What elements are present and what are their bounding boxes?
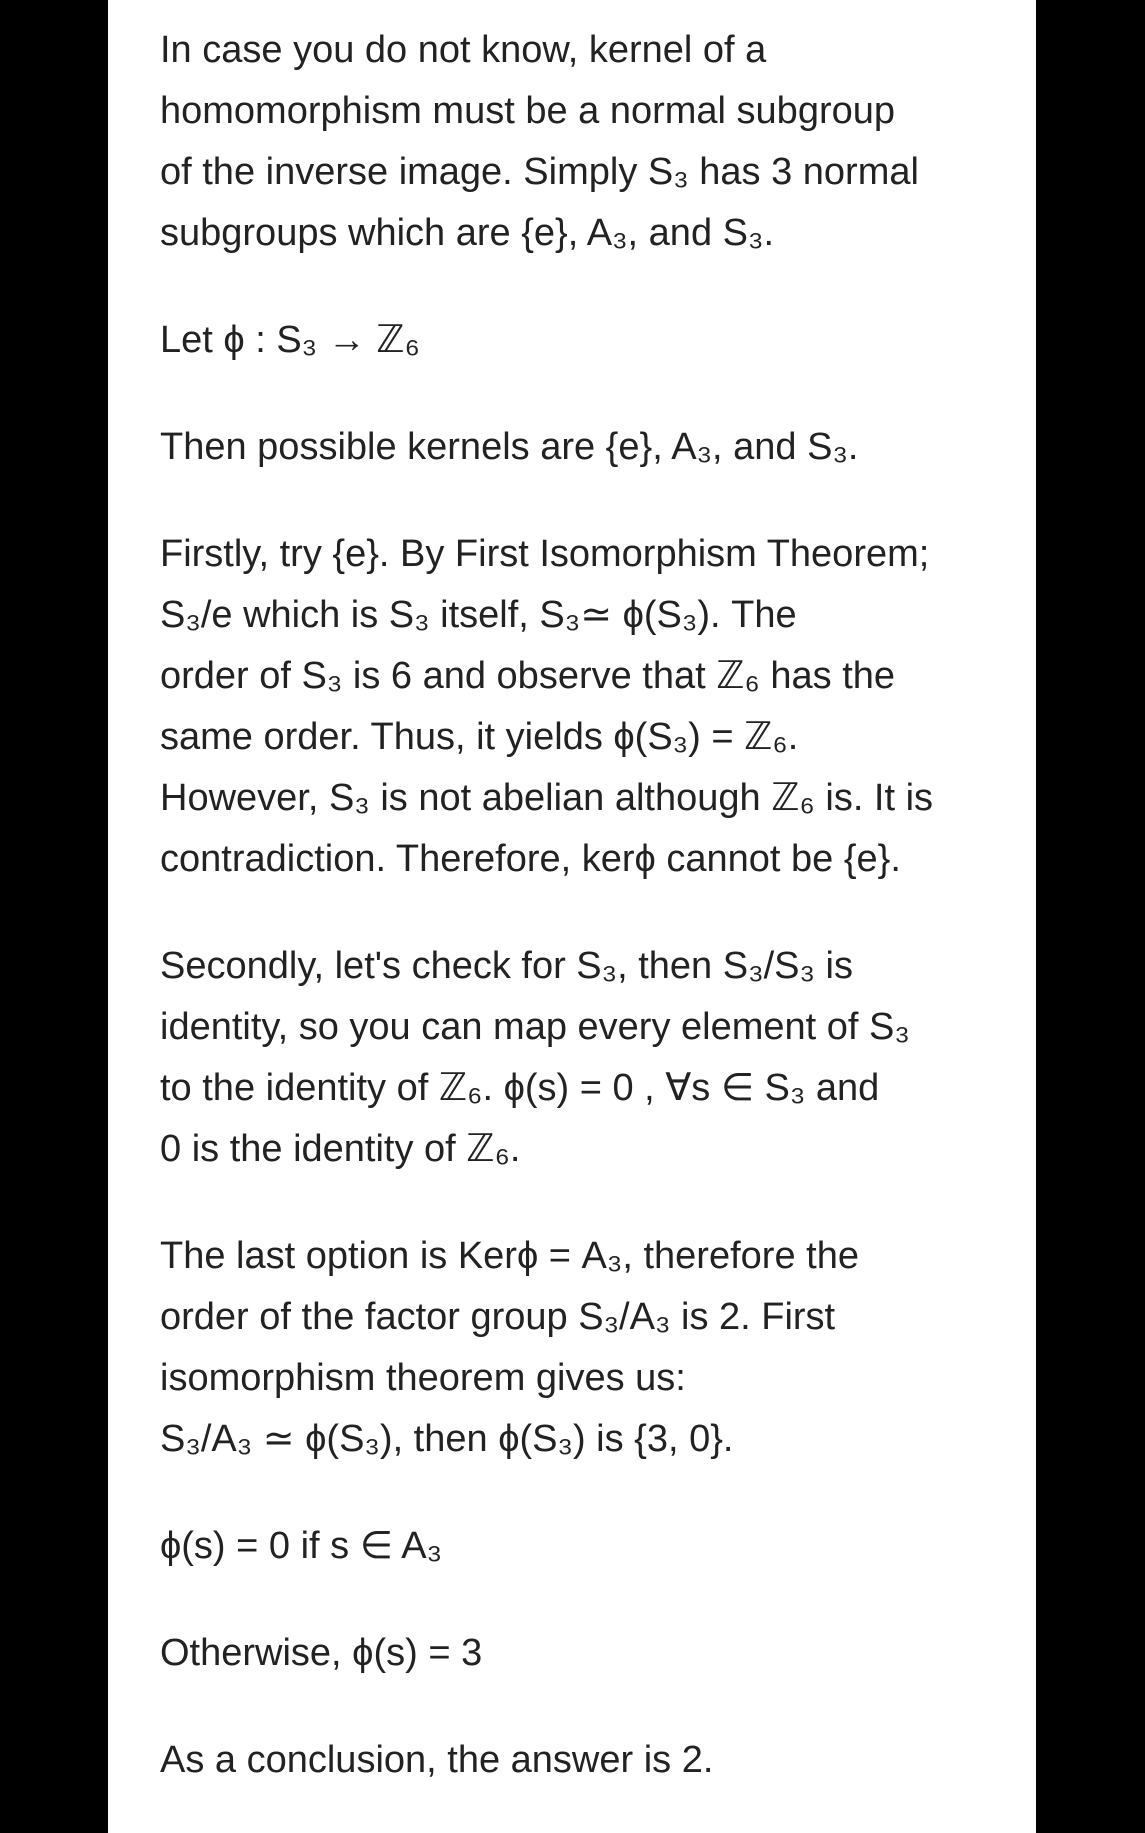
text-line: to the identity of ℤ₆. ϕ(s) = 0 , ∀s ∈ S₃ and (160, 1067, 880, 1109)
paragraph-phi-zero (160, 1516, 1030, 1577)
text-line: isomorphism theorem gives us: (160, 1357, 686, 1399)
text-line: In case you do not know, kernel of a (160, 29, 767, 71)
text-line: S₃/A₃ ≃ ϕ(S₃), then ϕ(S₃) is {3, 0}. (160, 1418, 734, 1460)
text-line: order of the factor group S₃/A₃ is 2. First (160, 1296, 836, 1338)
text-line: 0 is the identity of ℤ₆. (160, 1128, 521, 1170)
text-line: However, S₃ is not abelian although ℤ₆ is. It is (160, 777, 934, 819)
text-line: Let ϕ : S₃ → ℤ₆ (160, 319, 420, 361)
paragraph-conclusion (160, 1730, 1030, 1791)
text-line: Secondly, let's check for S₃, then S₃/S₃ is (160, 945, 853, 987)
text-line: subgroups which are {e}, A₃, and S₃. (160, 212, 775, 254)
text-line: The last option is Kerϕ = A₃, therefore the (160, 1235, 859, 1277)
text-line: same order. Thus, it yields ϕ(S₃) = ℤ₆. (160, 716, 799, 758)
paragraph-firstly (160, 524, 1030, 890)
text-line: order of S₃ is 6 and observe that ℤ₆ has the (160, 655, 896, 697)
paragraph-possible-kernels (160, 417, 1030, 478)
text-line: Otherwise, ϕ(s) = 3 (160, 1632, 483, 1674)
text-line: identity, so you can map every element of S₃ (160, 1006, 910, 1048)
paragraph-secondly (160, 936, 1030, 1180)
paragraph-intro (160, 20, 1030, 264)
text-line: homomorphism must be a normal subgroup (160, 90, 896, 132)
text-line: ϕ(s) = 0 if s ∈ A₃ (160, 1525, 443, 1567)
text-line: contradiction. Therefore, kerϕ cannot be {e}. (160, 838, 901, 880)
text-line: of the inverse image. Simply S₃ has 3 normal (160, 151, 919, 193)
paragraph-last-option (160, 1226, 1030, 1470)
text-line: Then possible kernels are {e}, A₃, and S₃. (160, 426, 859, 468)
answer-text (160, 20, 1030, 1833)
paragraph-let (160, 310, 1030, 371)
paragraph-otherwise (160, 1623, 1030, 1684)
text-line: S₃/e which is S₃ itself, S₃≃ ϕ(S₃). The (160, 594, 797, 636)
text-line: Firstly, try {e}. By First Isomorphism Theorem; (160, 533, 930, 575)
text-line: As a conclusion, the answer is 2. (160, 1739, 714, 1781)
